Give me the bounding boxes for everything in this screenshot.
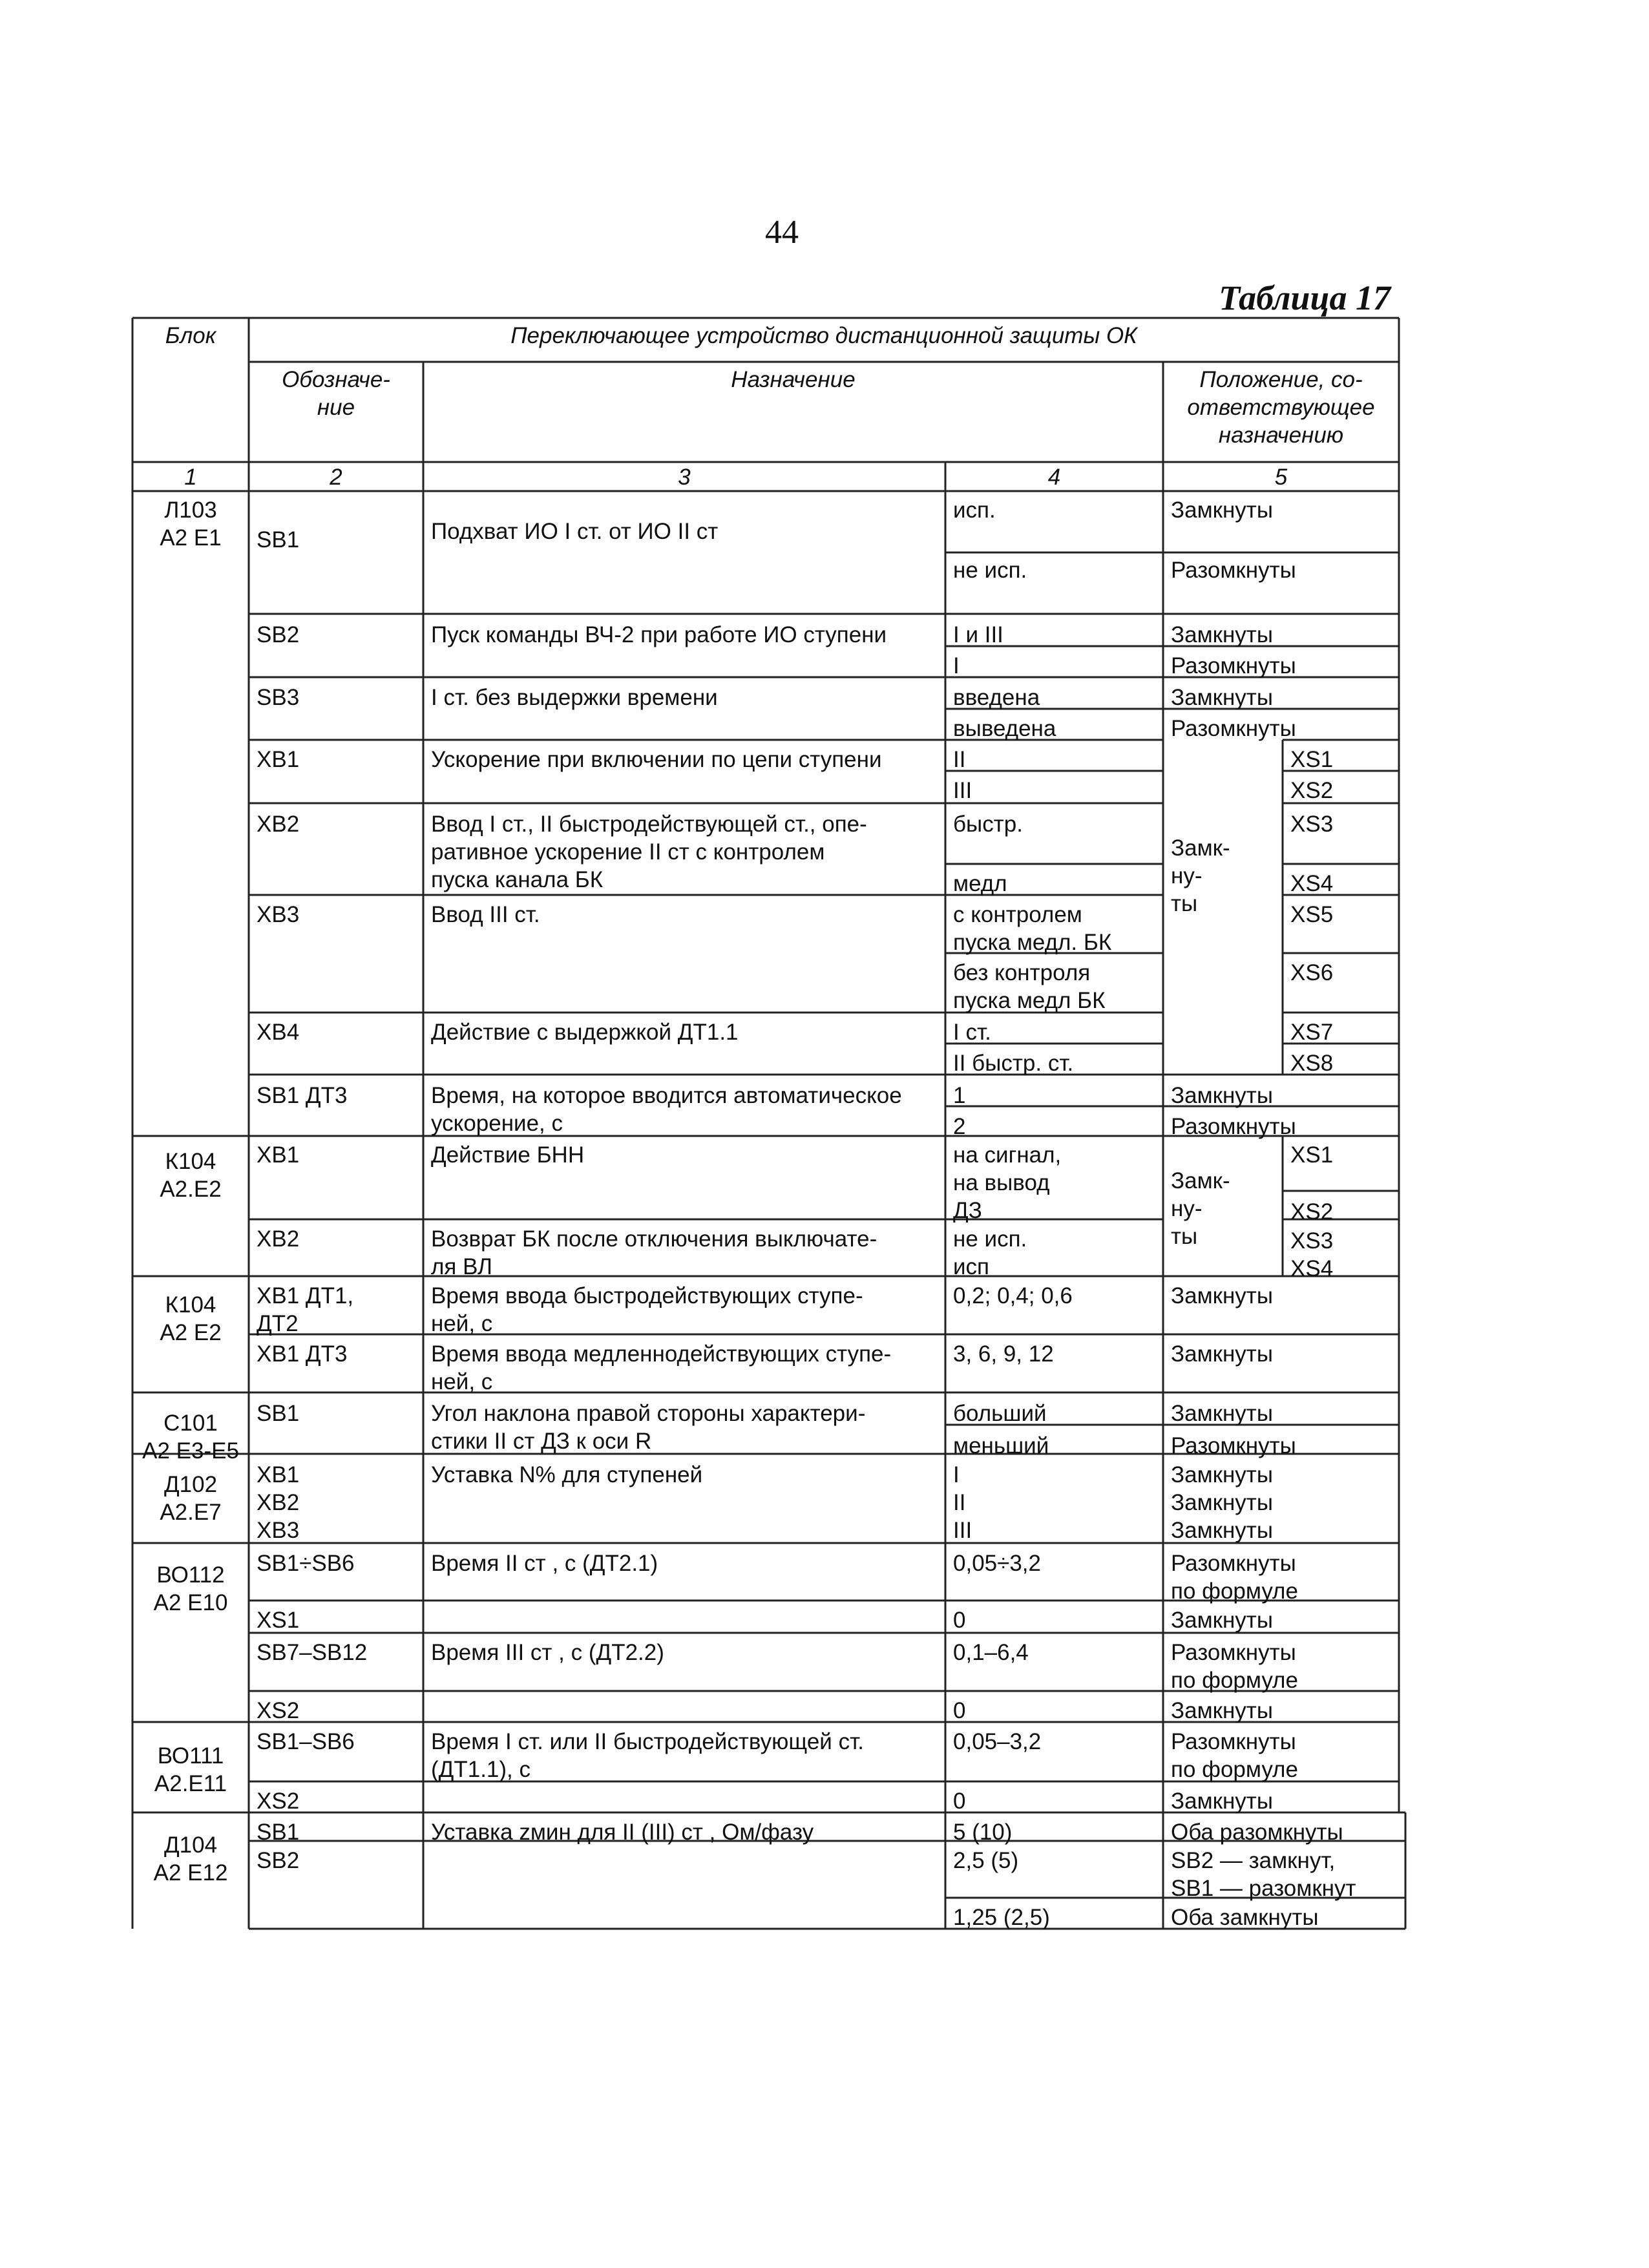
- block-c101: С101 А2 Е3-Е5: [142, 1411, 239, 1464]
- designation-xb1-dt3: ХВ1 ДТ3: [257, 1341, 348, 1367]
- position-zamknuty-k104: Замк- ну- ты: [1171, 1168, 1230, 1249]
- value-s-kontrolem: с контролем пуска медл. БК: [953, 902, 1112, 955]
- designation-xb2-k104: ХВ2: [257, 1226, 300, 1252]
- value-i: I: [953, 653, 960, 678]
- jumper-k104-xs1: XS1: [1290, 1142, 1334, 1168]
- col-number-3: 3: [678, 465, 691, 490]
- value-2: 2: [953, 1114, 966, 1139]
- value-i-ii-iii: I II III: [953, 1462, 972, 1543]
- purpose-3: I ст. без выдержки времени: [431, 685, 718, 710]
- col-number-2: 2: [330, 465, 342, 490]
- col-number-4: 4: [1047, 465, 1061, 490]
- value-bystr: быстр.: [953, 812, 1023, 837]
- value-0-a: 0: [953, 1608, 966, 1633]
- jumper-xs8: XS8: [1290, 1051, 1334, 1076]
- designation-xb1: ХВ1: [257, 747, 300, 772]
- value-bez-kontrolya: без контроля пуска медл БК: [953, 960, 1106, 1013]
- position-zamknuty-xb: Замк- ну- ты: [1171, 835, 1230, 916]
- position-13: Замкнуты: [1171, 1401, 1273, 1426]
- position-9: Разомкнуты: [1171, 1114, 1296, 1139]
- header-purpose: Назначение: [731, 367, 856, 392]
- position-24: Оба замкнуты: [1171, 1905, 1319, 1930]
- position-15: Замкнуты Замкнуты Замкнуты: [1171, 1462, 1273, 1543]
- jumper-xs7: XS7: [1290, 1020, 1334, 1045]
- value-medl: медл: [953, 871, 1007, 896]
- purpose-8: Время, на которое вводится автоматическое ускорение, с: [431, 1083, 902, 1136]
- page-number: 44: [765, 214, 799, 251]
- col-number-1: 1: [184, 465, 197, 490]
- designation-sb2-d104: SB2: [257, 1848, 300, 1873]
- position-6: Разомкнуты: [1171, 716, 1296, 741]
- designation-xs2-vo111: XS2: [257, 1789, 300, 1814]
- designation-sb1-sb6: SB1÷SB6: [257, 1551, 355, 1576]
- value-3-6-9-12: 3, 6, 9, 12: [953, 1341, 1054, 1367]
- header-position: Положение, со- ответствующее назначению: [1187, 367, 1375, 448]
- designation-sb2: SB2: [257, 622, 300, 647]
- purpose-17: Время I ст. или II быстродействующей ст. (ДТ1.1), с: [431, 1729, 864, 1782]
- position-8: Замкнуты: [1171, 1083, 1273, 1108]
- purpose-4: Ускорение при включении по цепи ступени: [431, 747, 882, 772]
- designation-sb1-sb6-vo111: SB1–SB6: [257, 1729, 355, 1754]
- value-ii-bystr-st: II быстр. ст.: [953, 1051, 1074, 1076]
- position-1: Замкнуты: [1171, 498, 1273, 523]
- value-bolshiy: больший: [953, 1401, 1047, 1426]
- value-isp: исп.: [953, 498, 996, 523]
- value-0-2: 0,2; 0,4; 0,6: [953, 1283, 1073, 1308]
- jumper-xs5: XS5: [1290, 902, 1334, 927]
- position-23: SB2 — замкнут, SB1 — разомкнут: [1171, 1848, 1356, 1901]
- designation-xs1: XS1: [257, 1608, 300, 1633]
- designation-xb1-dt1: ХВ1 ДТ1, ДТ2: [257, 1283, 354, 1336]
- purpose-6: Ввод III ст.: [431, 902, 540, 927]
- position-17: Замкнуты: [1171, 1608, 1273, 1633]
- value-1: 1: [953, 1083, 966, 1108]
- designation-xb1-xb3: ХВ1 ХВ2 ХВ3: [257, 1462, 300, 1543]
- jumper-k104-xs3-xs4: XS3 XS4: [1290, 1228, 1334, 1281]
- purpose-14: Уставка N% для ступеней: [431, 1462, 703, 1487]
- designation-xb3: ХВ3: [257, 902, 300, 927]
- position-2: Разомкнуты: [1171, 558, 1296, 583]
- designation-sb1-c101: SB1: [257, 1401, 300, 1426]
- header-block: Блок: [165, 323, 216, 348]
- designation-xb2: ХВ2: [257, 812, 300, 837]
- value-0-05-3-2-b: 0,05–3,2: [953, 1729, 1042, 1754]
- purpose-13: Угол наклона правой стороны характери- стики II ст ДЗ к оси R: [431, 1401, 866, 1454]
- value-na-signal: на сигнал, на вывод ДЗ: [953, 1142, 1062, 1223]
- jumper-xs1: XS1: [1290, 747, 1334, 772]
- designation-xs2: XS2: [257, 1698, 300, 1723]
- value-5-10: 5 (10): [953, 1820, 1013, 1845]
- block-vo111: ВО111 А2.Е11: [154, 1743, 227, 1796]
- value-menshiy: меньший: [953, 1433, 1049, 1458]
- value-1-25: 1,25 (2,5): [953, 1905, 1050, 1930]
- header-switching-device: Переключающее устройство дистанционной защиты ОК: [510, 323, 1137, 348]
- block-d102: Д102 А2.Е7: [160, 1472, 222, 1525]
- value-vvedena: введена: [953, 685, 1040, 710]
- block-d104: Д104 А2 Е12: [153, 1832, 228, 1885]
- designation-sb3: SB3: [257, 685, 300, 710]
- position-3: Замкнуты: [1171, 622, 1273, 647]
- value-0-1-6-4: 0,1–6,4: [953, 1640, 1029, 1665]
- value-2-5: 2,5 (5): [953, 1848, 1019, 1873]
- block-vo112: ВО112 А2 Е10: [153, 1562, 228, 1615]
- designation-sb1-d104: SB1: [257, 1820, 300, 1845]
- jumper-xs4: XS4: [1290, 871, 1334, 896]
- purpose-7: Действие с выдержкой ДТ1.1: [431, 1020, 739, 1045]
- jumper-k104-xs2: XS2: [1290, 1199, 1334, 1224]
- table-title: Таблица 17: [1219, 278, 1391, 317]
- value-iii: III: [953, 778, 972, 803]
- position-16: Разомкнуты по формуле: [1171, 1551, 1298, 1604]
- designation-xb1-k104: ХВ1: [257, 1142, 300, 1168]
- position-21: Замкнуты: [1171, 1789, 1273, 1814]
- purpose-11: Время ввода быстродействующих ступе- ней, с: [431, 1283, 863, 1336]
- purpose-12: Время ввода медленнодействующих ступе- ней, с: [431, 1341, 892, 1394]
- position-19: Замкнуты: [1171, 1698, 1273, 1723]
- designation-xb4: ХВ4: [257, 1020, 300, 1045]
- value-ii: II: [953, 747, 966, 772]
- position-4: Разомкнуты: [1171, 653, 1296, 678]
- value-0-c: 0: [953, 1789, 966, 1814]
- purpose-9: Действие БНН: [431, 1142, 585, 1168]
- value-i-iii: I и III: [953, 622, 1003, 647]
- designation-sb7-sb12: SB7–SB12: [257, 1640, 368, 1665]
- block-l103: Л103 А2 Е1: [160, 498, 222, 551]
- position-11: Замкнуты: [1171, 1283, 1273, 1308]
- purpose-5: Ввод I ст., II быстродействующей ст., опе- ративное ускорение II ст с контролем пуска канала БК: [431, 812, 867, 892]
- position-20: Разомкнуты по формуле: [1171, 1729, 1298, 1782]
- value-i-st: I ст.: [953, 1020, 991, 1045]
- position-12: Замкнуты: [1171, 1341, 1273, 1367]
- jumper-xs3: XS3: [1290, 812, 1334, 837]
- position-5: Замкнуты: [1171, 685, 1273, 710]
- block-k104-a2e2: К104 А2.Е2: [160, 1149, 222, 1202]
- value-0-b: 0: [953, 1698, 966, 1723]
- block-k104-a2-e2: К104 А2 Е2: [160, 1292, 222, 1345]
- purpose-1: Подхват ИО I ст. от ИО II ст: [431, 519, 719, 544]
- purpose-18: Уставка zмин для II (III) ст , Ом/фазу: [431, 1820, 814, 1845]
- purpose-10: Возврат БК после отключения выключате- ля ВЛ: [431, 1226, 877, 1279]
- value-0-05-3-2: 0,05÷3,2: [953, 1551, 1041, 1576]
- jumper-xs6: XS6: [1290, 960, 1334, 985]
- col-number-5: 5: [1274, 465, 1288, 490]
- purpose-16: Время III ст , с (ДТ2.2): [431, 1640, 664, 1665]
- value-ne-isp-isp: не исп. исп: [953, 1226, 1027, 1279]
- designation-sb1-dt3: SB1 ДТ3: [257, 1083, 348, 1108]
- position-22: Оба разомкнуты: [1171, 1820, 1343, 1845]
- position-18: Разомкнуты по формуле: [1171, 1640, 1298, 1693]
- position-14: Разомкнуты: [1171, 1433, 1296, 1458]
- designation-sb1: SB1: [257, 527, 300, 552]
- purpose-2: Пуск команды ВЧ-2 при работе ИО ступени: [431, 622, 887, 647]
- value-ne-isp: не исп.: [953, 558, 1027, 583]
- header-designation: Обозначе- ние: [282, 367, 390, 420]
- value-vyvedena: выведена: [953, 716, 1056, 741]
- jumper-xs2: XS2: [1290, 778, 1334, 803]
- purpose-15: Время II ст , с (ДТ2.1): [431, 1551, 658, 1576]
